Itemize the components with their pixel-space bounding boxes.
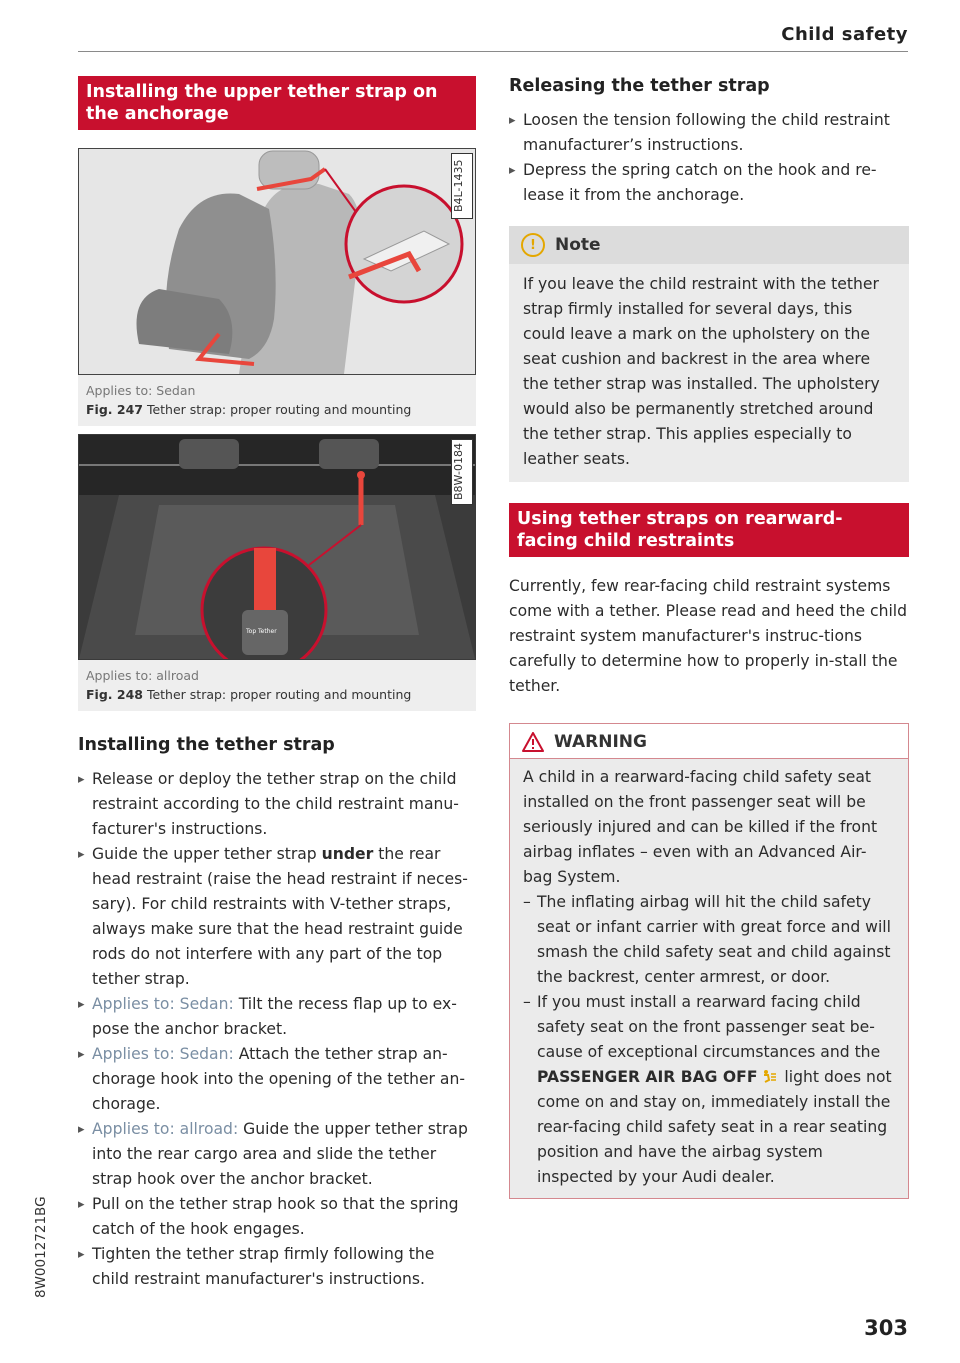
cargo-area-illustration [79,435,475,659]
step-text: Loosen the tension following the child restraint manufacturer’s instructions. [523,111,890,154]
note-header [509,226,909,264]
step-item [78,1242,476,1292]
figure-applies-to: Applies to: Sedan [86,383,196,398]
warning-title: WARNING [554,732,647,752]
applies-to-sedan: Applies to: Sedan: [92,995,234,1013]
page-number: 303 [864,1316,908,1340]
figure-caption-text [86,685,468,704]
step-text: Release or deploy the tether strap on the child restraint according to the child restraint manu-facturer's instructions. [92,770,459,838]
releasing-steps-list [509,108,909,208]
note-box [509,226,909,482]
step-item [78,1117,476,1192]
rearward-paragraph: Currently, few rear-facing child restraint systems come with a tether. Please read and heed the child restraint system manufacturer's instruc-tions carefully to determine how to properly in-stall the tether. [509,577,908,695]
warning-intro: A child in a rearward-facing child safety seat installed on the front passenger seat will be seriously injured and can be killed if the front airbag inflates – even with an Advanced Air-bag System. [523,768,878,886]
step-bold-text: under [321,845,374,863]
figure-description: Tether strap: proper routing and mounting [146,687,412,702]
airbag-off-icon [761,1069,777,1083]
step-text: Pull on the tether strap hook so that the spring catch of the hook engages. [92,1195,459,1238]
figure-label: Fig. 248 [86,687,143,702]
figure-248-caption [78,660,476,711]
warning-text: light does not come on and stay on, immediately install the rear-facing child safety seat in a rear seating position and have the airbag system inspected by your Audi dealer. [537,1068,892,1186]
heading-releasing-tether-strap: Releasing the tether strap [509,76,770,96]
installing-steps-list [78,767,476,1292]
child-seat-illustration [79,149,475,374]
banner-rearward-facing: Using tether straps on rearward-facing child restraints [509,503,909,557]
applies-to-sedan: Applies to: Sedan: [92,1045,234,1063]
step-item [509,108,909,158]
step-item [78,1192,476,1242]
step-text: Guide the upper tether strap [92,845,322,863]
warning-triangle-icon [522,732,544,752]
right-column [509,76,909,1199]
step-text: Depress the spring catch on the hook and re-lease it from the anchorage. [523,161,877,204]
banner-installing-upper-tether: Installing the upper tether strap on the anchorage [78,76,476,130]
warning-list-item [523,990,895,1190]
step-item [78,1042,476,1117]
step-text: Tighten the tether strap firmly following the child restraint manufacturer's instructions. [92,1245,435,1288]
warning-body [510,759,908,1198]
applies-to-allroad: Applies to: allroad: [92,1120,239,1138]
note-body: If you leave the child restraint with the tether strap firmly installed for several days, this could leave a mark on the upholstery on the seat cushion and backrest in the area where the tether strap was installed. The upholstery would also be permanently stretched around the tether strap. This applies especially to leather seats. [523,275,880,468]
warning-list-item: – The inflating airbag will hit the child safety seat or infant carrier with great force and will smash the child safety seat and child against the backrest, center armrest, or door. [523,890,895,990]
figure-description: Tether strap: proper routing and mounting [146,402,412,417]
figure-247-image [78,148,476,375]
document-code: 8W0012721BG [33,1196,49,1298]
step-item [78,767,476,842]
step-text: Tilt the recess flap up to ex-pose the anchor bracket. [92,995,457,1038]
step-item [509,158,909,208]
warning-text: If you must install a rearward facing child safety seat on the front passenger seat be-cause of exceptional circumstances and the [537,993,881,1061]
left-column [78,76,476,1292]
figure-caption-text [86,400,468,419]
section-title: Child safety [781,24,908,45]
step-item [78,992,476,1042]
step-item [78,842,476,992]
figure-247-caption [78,375,476,426]
figure-code: B8W-0184 [451,439,473,505]
exclamation-circle-icon: ! [521,233,545,257]
warning-header [510,724,908,759]
top-tether-tag: Top Tether [246,628,277,635]
heading-installing-tether-strap: Installing the tether strap [78,735,335,755]
step-text: the rear head restraint (raise the head restraint if neces-sary). For child restraints with V-tether straps, always make sure that the head restraint guide rods do not interfere with any part of the top tether strap. [92,845,468,988]
figure-label: Fig. 247 [86,402,143,417]
note-title: Note [555,235,601,255]
step-text: Attach the tether strap an-chorage hook into the opening of the tether an-chorage. [92,1045,465,1113]
warning-box [509,723,909,1199]
passenger-airbag-off-label: PASSENGER AIR BAG OFF [537,1068,758,1086]
figure-code: B4L-1435 [451,153,473,219]
header-rule [78,51,908,52]
step-text: Guide the upper tether strap into the rear cargo area and slide the tether strap hook over the anchor bracket. [92,1120,468,1188]
figure-applies-to: Applies to: allroad [86,668,199,683]
figure-248-image [78,434,476,660]
